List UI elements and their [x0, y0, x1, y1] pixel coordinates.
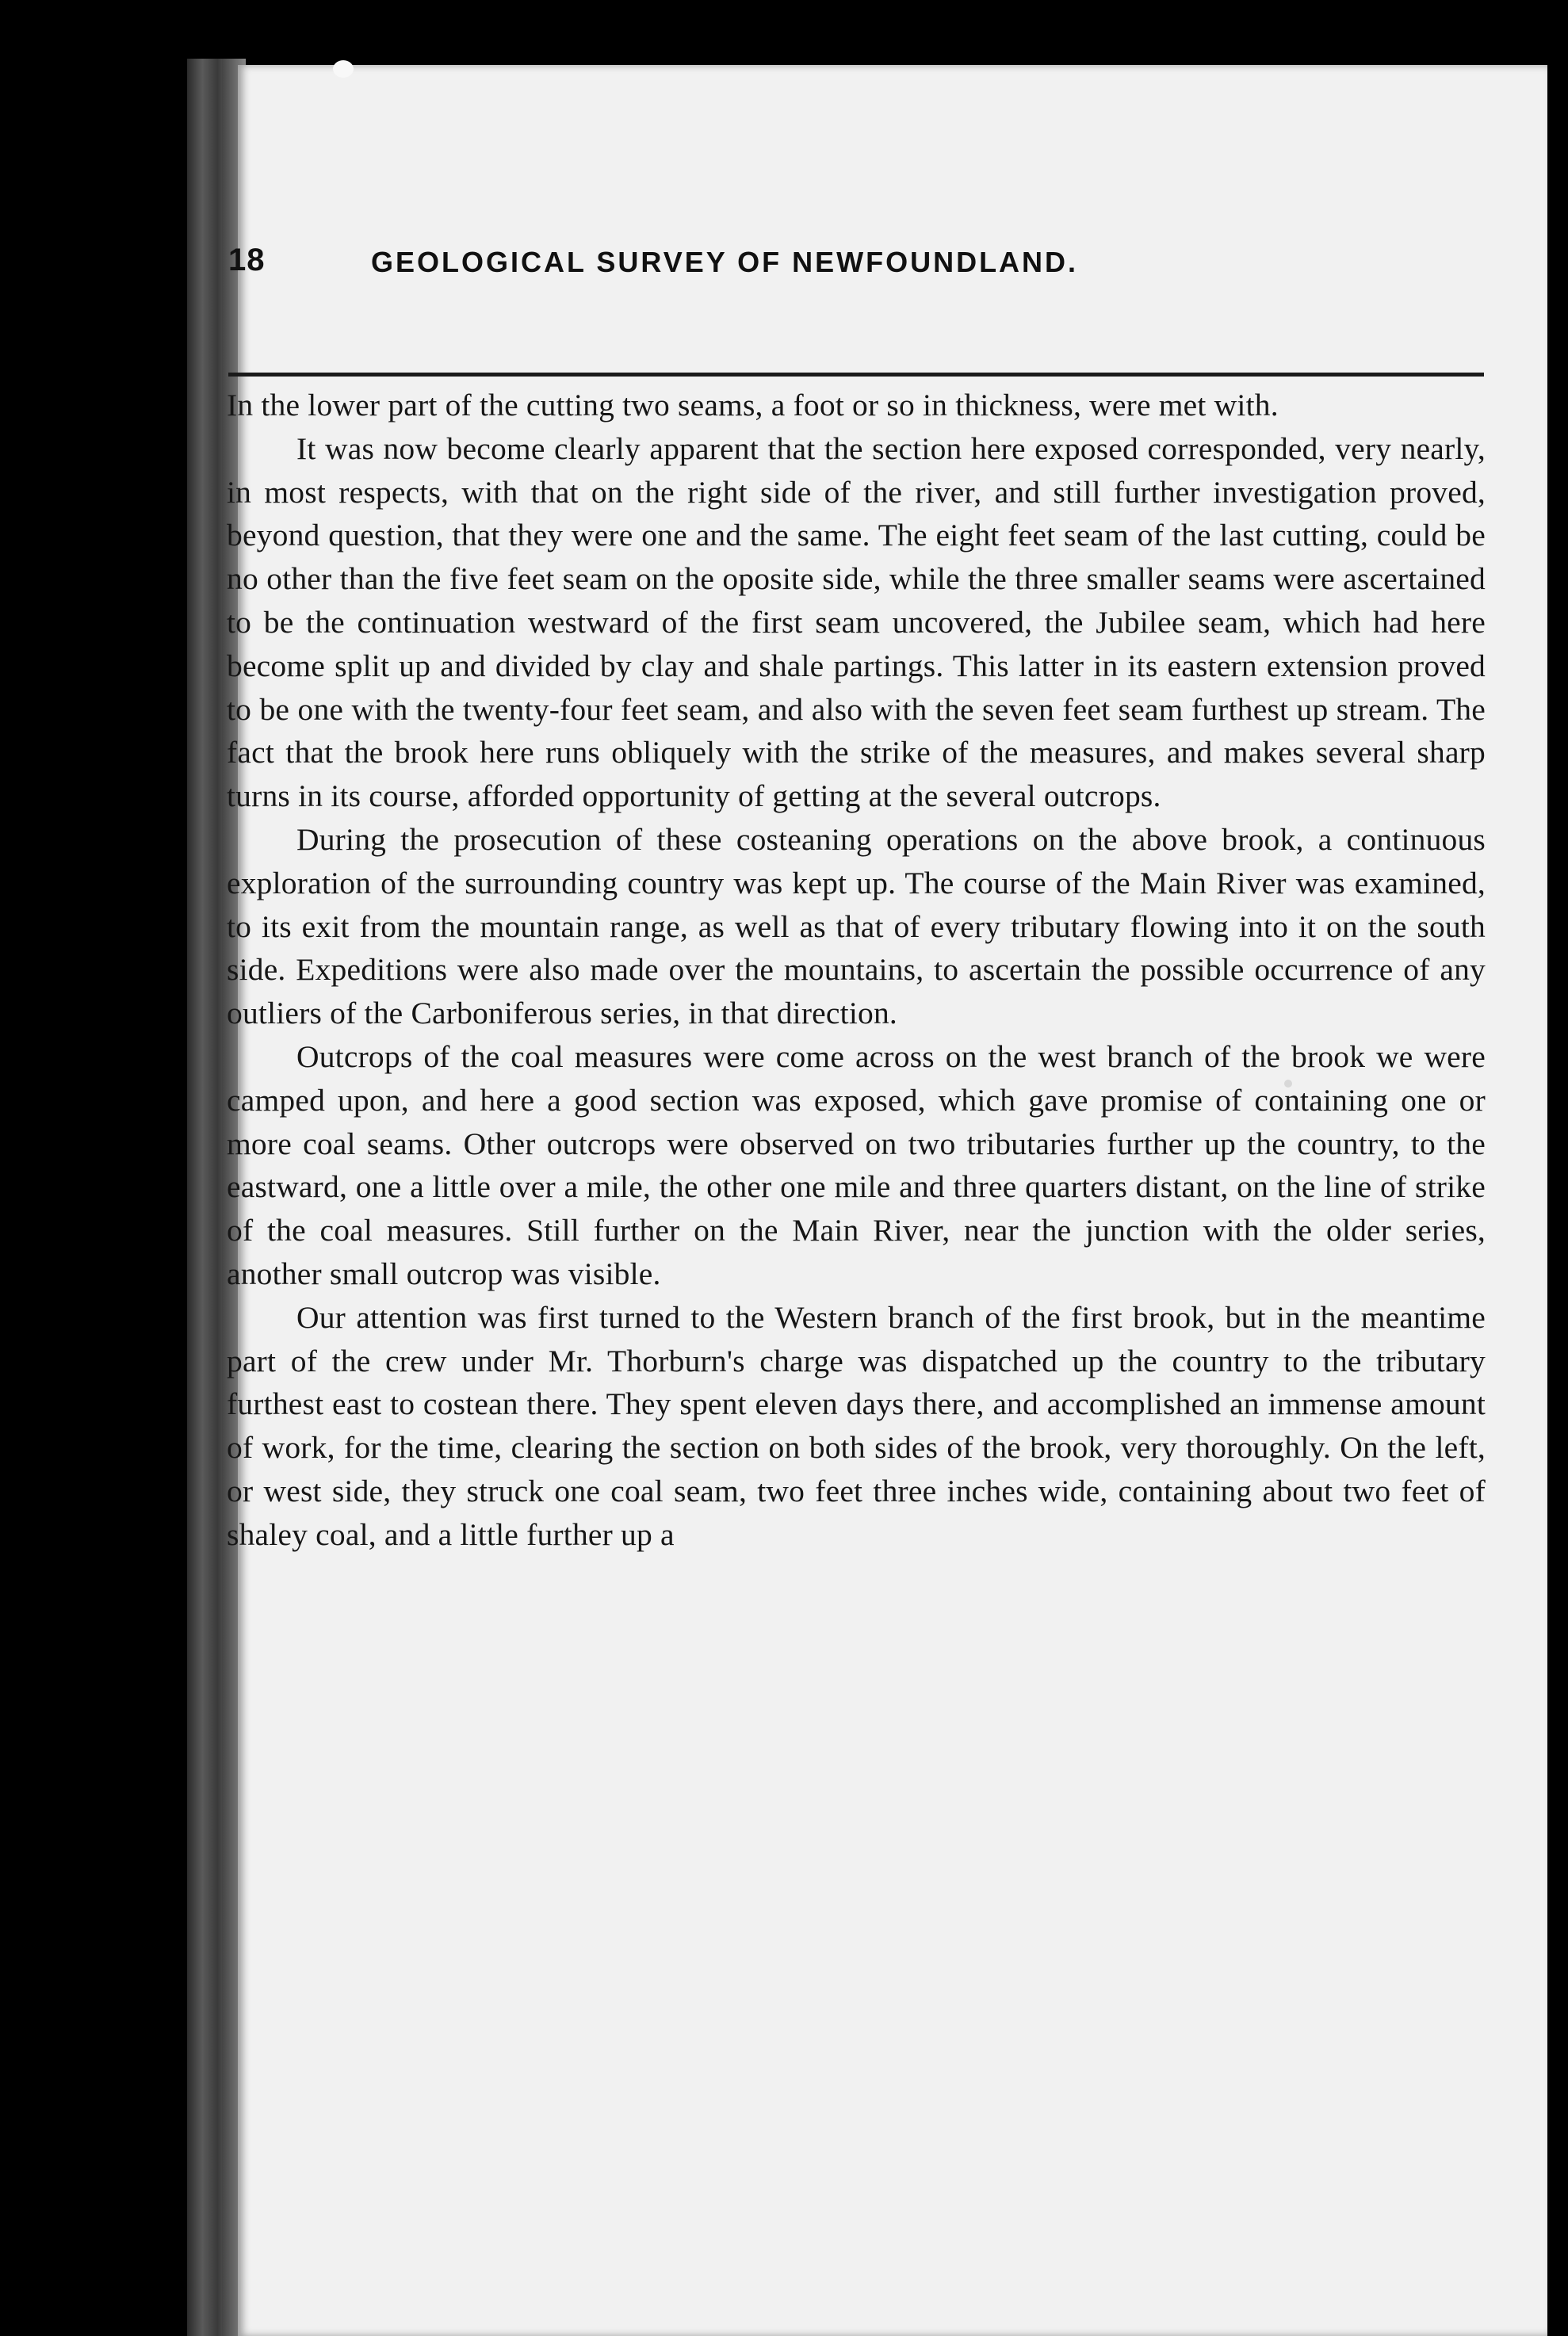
- running-title: GEOLOGICAL SURVEY OF NEWFOUNDLAND.: [371, 246, 1079, 278]
- body-text: [227, 384, 1486, 1557]
- paragraph-4: Outcrops of the coal measures were come across on the west branch of the brook we were camped upon, and here a good section was exposed, which gave promise of containing one or more coal seams. Other outcrops were observed on two tributaries further up the country, to the eastward, one a little over a mile, the other one mile and three quarters distant, on the line of strike of the coal measures. Still further on the Main River, near the junction with the older series, another small outcrop was visible.: [227, 1038, 1486, 1291]
- header-rule: [228, 373, 1484, 377]
- page-header: [228, 243, 1484, 298]
- paragraph-2: It was now become clearly apparent that the section here exposed corresponded, very nearly, in most respects, with that on the right side of the river, and still further investigation proved, beyond question, that they were one and the same. The eight feet seam of the last cutting, could be no other than the five feet seam on the oposite side, while the three smaller seams were ascertained to be the continuation westward of the first seam uncovered, the Jubilee seam, which had here become split up and divided by clay and shale partings. This latter in its eastern extension proved to be one with the twenty-four feet seam, and also with the seven feet seam furthest up stream. The fact that the brook here runs obliquely with the strike of the measures, and makes several sharp turns in its course, afforded opportunity of getting at the several outcrops.: [227, 430, 1486, 814]
- paragraph-1: In the lower part of the cutting two seams, a foot or so in thickness, were met with.: [227, 388, 1279, 422]
- paragraph-3: During the prosecution of these costeaning operations on the above brook, a continuous exploration of the surrounding country was kept up. The course of the Main River was examined, to its exit from the mountain range, as well as that of every tributary flowing into it on the south side. Expeditions were also made over the mountains, to ascertain the possible occurrence of any outliers of the Carboniferous series, in that direction.: [227, 821, 1486, 1031]
- paragraph-5: Our attention was first turned to the Western branch of the first brook, but in the meantime part of the crew under Mr. Thorburn's charge was dispatched up the country to the tributary furthest east to costean there. They spent eleven days there, and accomplished an immense amount of work, for the time, clearing the section on both sides of the brook, very thoroughly. On the left, or west side, they struck one coal seam, two feet three inches wide, containing about two feet of shaley coal, and a little further up a: [227, 1299, 1486, 1552]
- paper-blemish: [333, 60, 354, 78]
- page-number: 18: [228, 243, 266, 277]
